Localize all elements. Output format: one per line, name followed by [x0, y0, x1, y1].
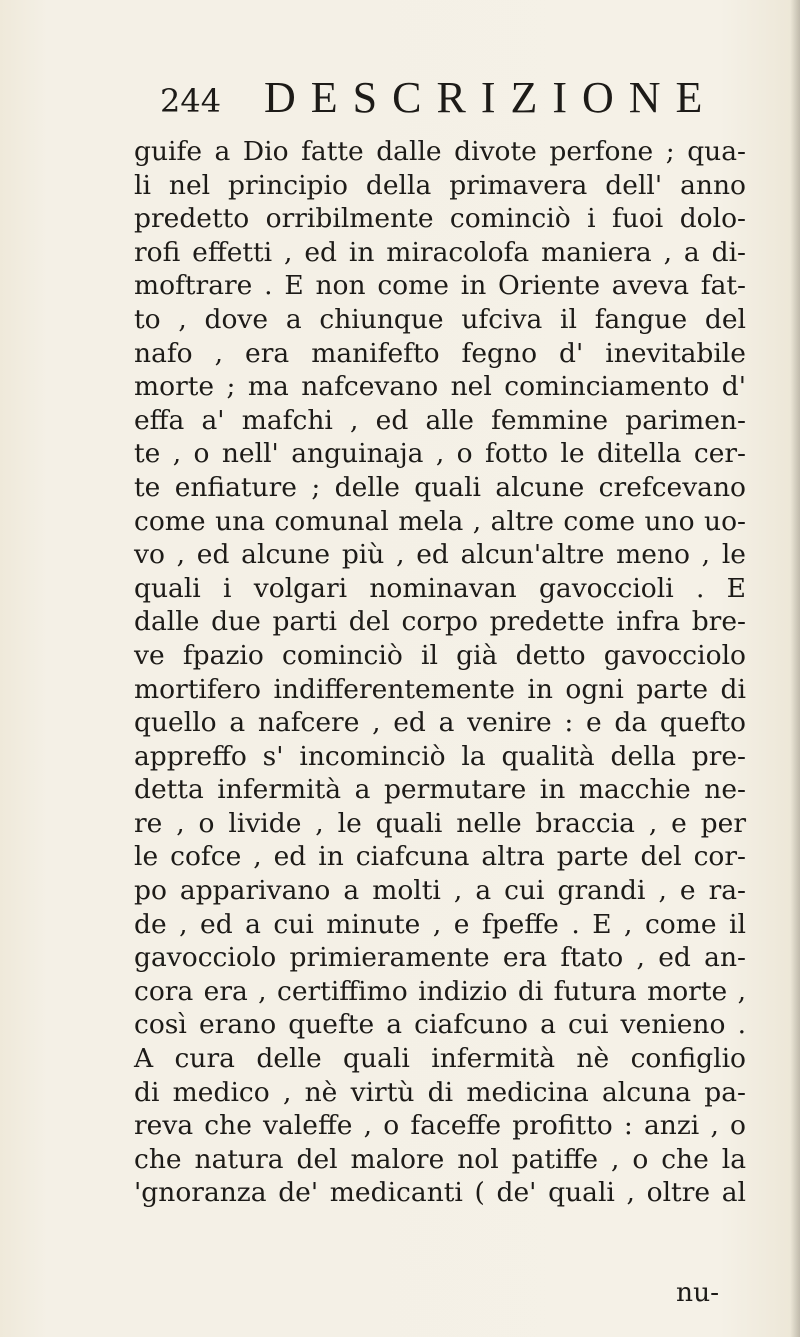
text-line: come una comunal mela , altre come uno uo- [134, 505, 746, 537]
text-line: po apparivano a molti , a cui grandi , e ra- [134, 875, 746, 907]
text-line: appreffo s' incominciò la qualità della pre- [134, 740, 746, 772]
text-line: li nel principio della primavera dell' anno [134, 169, 746, 201]
text-line: quali i volgari nominavan gavoccioli . E [134, 572, 746, 604]
text-line: dalle due parti del corpo predette infra bre- [134, 606, 746, 638]
page-edge-shadow [790, 0, 800, 1337]
text-line: quello a nafcere , ed a venire : e da quefto [134, 707, 746, 739]
page-number: 244 [160, 82, 222, 120]
text-line: de , ed a cui minute , e fpeffe . E , come il [134, 908, 746, 940]
text-line: te , o nell' anguinaja , o fotto le ditella cer- [134, 438, 746, 470]
running-title: DESCRIZIONE [264, 73, 718, 122]
text-line: cora era , certiffimo indizio di futura morte , [134, 975, 746, 1007]
text-line: ve fpazio cominciò il già detto gavocciolo [134, 639, 746, 671]
text-line: vo , ed alcune più , ed alcun'altre meno , le [134, 539, 746, 571]
page-header [160, 72, 720, 128]
text-line: gavocciolo primieramente era ftato , ed an- [134, 942, 746, 974]
text-line: reva che valeffe , o faceffe profitto : anzi , o [134, 1110, 746, 1142]
text-line: te enfiature ; delle quali alcune crefcevano [134, 471, 746, 503]
text-line: moftrare . E non come in Oriente aveva fat- [134, 270, 746, 302]
text-line: 'gnoranza de' medicanti ( de' quali , oltre al [134, 1177, 746, 1209]
text-line: A cura delle quali infermità nè configlio [134, 1043, 746, 1075]
text-line: le cofce , ed in ciafcuna altra parte del cor- [134, 841, 746, 873]
text-line: detta infermità a permutare in macchie ne- [134, 774, 746, 806]
text-line: rofi effetti , ed in miracolofa maniera , a di- [134, 236, 746, 268]
text-line: che natura del malore nol patiffe , o che la [134, 1143, 746, 1175]
text-line: di medico , nè virtù di medicina alcuna pa- [134, 1076, 746, 1108]
catchword: nu- [676, 1277, 720, 1308]
text-line: guife a Dio fatte dalle divote perfone ; qua- [134, 136, 746, 167]
text-line: predetto orribilmente cominciò i fuoi dolo- [134, 203, 746, 235]
text-line: mortifero indifferentemente in ogni parte di [134, 673, 746, 705]
text-line: re , o livide , le quali nelle braccia , e per [134, 807, 746, 839]
text-line: morte ; ma nafcevano nel cominciamento d' [134, 371, 746, 403]
text-line: nafo , era manifefto fegno d' inevitabile [134, 337, 746, 369]
text-line: effa a' mafchi , ed alle femmine parimen- [134, 404, 746, 436]
text-line: to , dove a chiunque ufciva il fangue del [134, 303, 746, 335]
text-line: così erano quefte a ciafcuno a cui venieno . [134, 1009, 746, 1041]
body-text [134, 135, 746, 1210]
